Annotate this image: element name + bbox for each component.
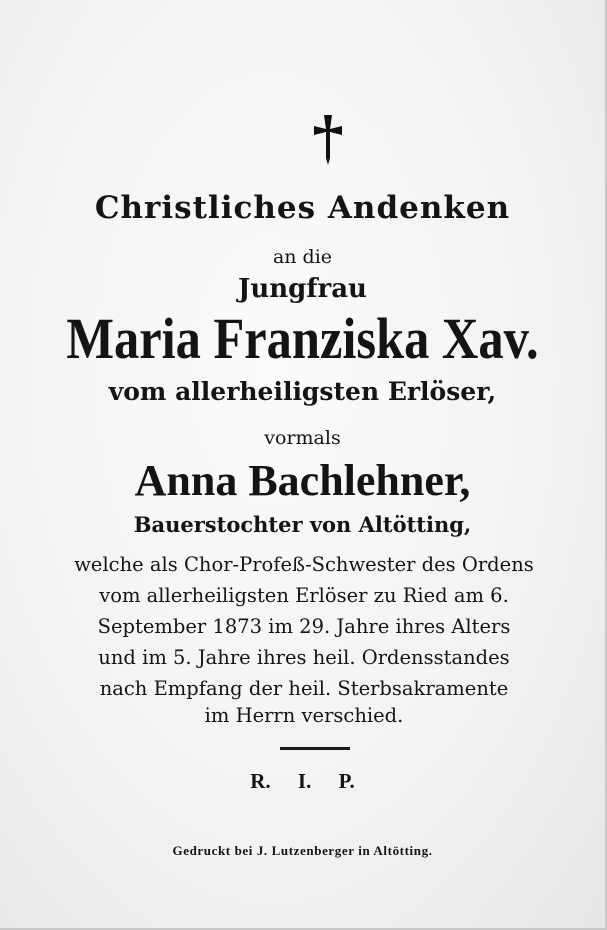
body-text-line: und im 5. Jahre ihres heil. Ordensstandes: [98, 646, 510, 669]
formerly-text: vormals: [264, 427, 341, 449]
birth-name: Anna Bachlehner,: [134, 456, 471, 505]
rip-text: R. I. P.: [250, 769, 355, 793]
body-text-line: im Herrn verschied.: [204, 704, 404, 727]
card-heading: Christliches Andenken: [94, 190, 511, 226]
preposition-text: an die: [272, 246, 333, 268]
cross-pattee-icon: [313, 114, 343, 166]
religious-name: Maria Franziska Xav.: [66, 306, 539, 371]
divider-rule: [280, 747, 350, 750]
body-text-line: welche als Chor-Profeß-Schwester des Ordens: [74, 553, 534, 576]
order-name: vom allerheiligsten Erlöser,: [108, 377, 497, 406]
title-text: Jungfrau: [238, 274, 367, 304]
body-text-line: vom allerheiligsten Erlöser zu Ried am 6.: [99, 584, 509, 607]
origin-text: Bauerstochter von Altötting,: [133, 512, 472, 537]
body-text-line: nach Empfang der heil. Sterbsakramente: [99, 677, 509, 700]
body-text-line: September 1873 im 29. Jahre ihres Alters: [97, 615, 511, 638]
printer-credit: Gedruckt bei J. Lutzenberger in Altötting.: [172, 843, 433, 858]
